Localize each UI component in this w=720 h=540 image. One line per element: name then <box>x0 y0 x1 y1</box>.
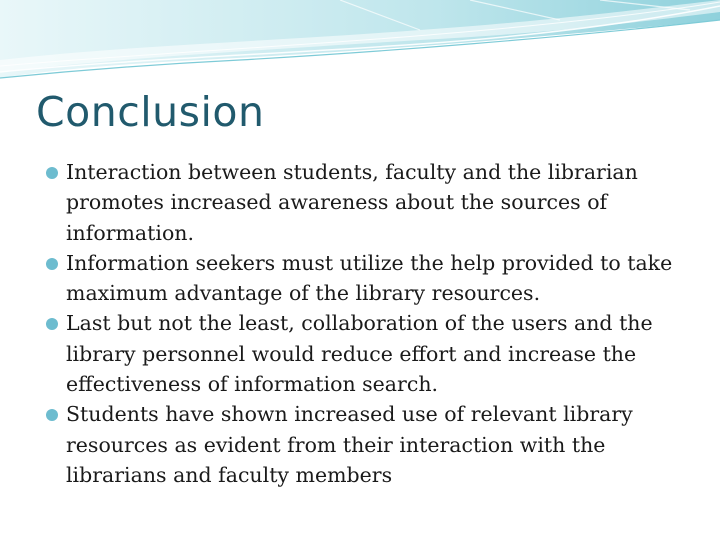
slide-title: Conclusion <box>36 88 265 136</box>
bullet-text: Interaction between students, faculty and the librarian promotes increased awareness about the sources of information. <box>66 160 638 245</box>
bullet-item <box>46 157 696 248</box>
bullet-icon <box>46 318 58 330</box>
bullet-item <box>46 308 696 399</box>
bullet-item <box>46 399 696 490</box>
bullet-list <box>46 157 696 490</box>
bullet-icon <box>46 167 58 179</box>
bullet-icon <box>46 258 58 270</box>
bullet-text: Last but not the least, collaboration of the users and the library personnel would reduce effort and increase the effectiveness of information search. <box>66 311 653 397</box>
bullet-text: Information seekers must utilize the help provided to take maximum advantage of the library resources. <box>66 250 673 306</box>
header-wave-decoration <box>0 0 720 90</box>
bullet-icon <box>46 409 58 421</box>
bullet-text: Students have shown increased use of relevant library resources as evident from their interaction with the librarians and faculty members <box>66 402 633 487</box>
bullet-item <box>46 248 696 309</box>
